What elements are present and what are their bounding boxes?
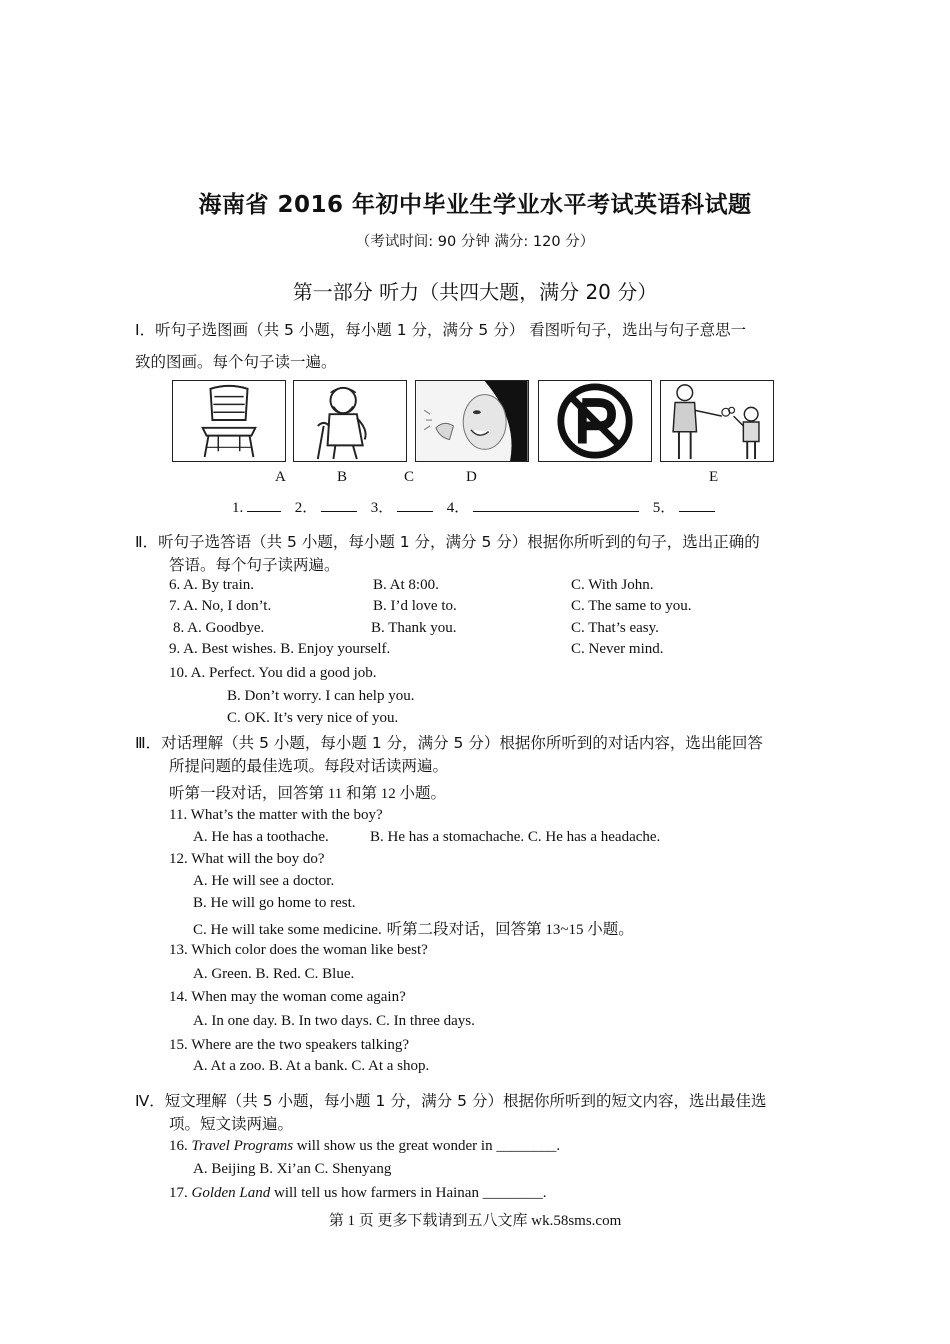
q9-options-ab: 9. A. Best wishes. B. Enjoy yourself. bbox=[169, 641, 391, 657]
chair-icon bbox=[173, 381, 285, 461]
picture-no-parking bbox=[538, 380, 652, 462]
answer-blank-3[interactable] bbox=[397, 499, 433, 512]
section4-instruction-line1: Ⅳ．短文理解（共 5 小题，每小题 1 分，满分 5 分）根据你所听到的短文内容，选出最佳选 bbox=[135, 1092, 767, 1110]
q7-option-b: B. I’d love to. bbox=[373, 598, 457, 614]
q8-option-c: C. That’s easy. bbox=[571, 620, 659, 636]
q13-question: 13. Which color does the woman like best? bbox=[169, 942, 428, 958]
q13-options: A. Green. B. Red. C. Blue. bbox=[193, 966, 355, 982]
section1-instruction-line1: Ⅰ．听句子选图画（共 5 小题，每小题 1 分，满分 5 分） 看图听句子，选出与句子意思一 bbox=[135, 321, 747, 339]
q12-question: 12. What will the boy do? bbox=[169, 851, 325, 867]
picture-label-d: D bbox=[466, 469, 477, 485]
q10-option-b: B. Don’t worry. I can help you. bbox=[227, 688, 415, 704]
answer-blank-5[interactable] bbox=[679, 499, 715, 512]
q16-question: 16. Travel Programs will show us the great wonder in ________. bbox=[169, 1138, 561, 1154]
q11-option-a: A. He has a toothache. bbox=[193, 829, 329, 845]
dialogue2-intro: 听第二段对话，回答第 bbox=[381, 920, 542, 938]
picture-label-a: A bbox=[275, 469, 286, 485]
q17-program-title: Golden Land bbox=[191, 1185, 271, 1201]
q6-option-c: C. With John. bbox=[571, 577, 654, 593]
part-heading: 第一部分 听力（共四大题，满分 20 分） bbox=[292, 280, 658, 304]
q6-option-b: B. At 8:00. bbox=[373, 577, 439, 593]
answer-blank-2[interactable] bbox=[321, 499, 357, 512]
answer-number-2: 2． bbox=[294, 500, 318, 516]
q7-option-a: 7. A. No, I don’t. bbox=[169, 598, 272, 614]
answer-number-4: 4． bbox=[446, 500, 470, 516]
section2-instruction-line2: 答语。每个句子读两遍。 bbox=[169, 556, 340, 574]
q10-option-a: 10. A. Perfect. You did a good job. bbox=[169, 665, 377, 681]
q6-option-a: 6. A. By train. bbox=[169, 577, 254, 593]
q14-question: 14. When may the woman come again? bbox=[169, 989, 406, 1005]
q15-options: A. At a zoo. B. At a bank. C. At a shop. bbox=[193, 1058, 430, 1074]
answer-number-5: 5． bbox=[652, 500, 676, 516]
page-footer: 第 1 页 更多下载请到五八文库 wk.58sms.com bbox=[328, 1213, 622, 1229]
q11-options-bc: B. He has a stomachache. C. He has a headache. bbox=[370, 829, 661, 845]
answer-number-1: 1. bbox=[232, 500, 244, 516]
q12-option-b: B. He will go home to rest. bbox=[193, 895, 356, 911]
picture-label-e: E bbox=[709, 469, 719, 485]
dialogue1-intro: 听第一段对话，回答第 11 和第 12 小题。 bbox=[169, 784, 446, 802]
woman-laughing-icon bbox=[416, 381, 528, 461]
q12-option-c: C. He will take some medicine. bbox=[193, 922, 382, 938]
q14-options: A. In one day. B. In two days. C. In three days. bbox=[193, 1013, 475, 1029]
section3-instruction-line1: Ⅲ．对话理解（共 5 小题，每小题 1 分，满分 5 分）根据你所听到的对话内容，选出能回答 bbox=[135, 734, 763, 752]
q12-option-a: A. He will see a doctor. bbox=[193, 873, 335, 889]
exam-title: 海南省 2016 年初中毕业生学业水平考试英语科试题 bbox=[198, 192, 752, 218]
picture-giving-flowers bbox=[660, 380, 774, 462]
answer-number-3: 3． bbox=[370, 500, 394, 516]
q17-question: 17. Golden Land will tell us how farmers in Hainan ________. bbox=[169, 1185, 547, 1201]
answer-blank-4[interactable] bbox=[473, 499, 639, 512]
section1-instruction-line2: 致的图画。每个句子读一遍。 bbox=[135, 353, 337, 371]
section3-instruction-line2: 所提问题的最佳选项。每段对话读两遍。 bbox=[169, 757, 449, 775]
section4-instruction-line2: 项。短文读两遍。 bbox=[169, 1115, 294, 1133]
picture-label-b: B bbox=[337, 469, 348, 485]
q16-options: A. Beijing B. Xi’an C. Shenyang bbox=[193, 1161, 392, 1177]
q8-option-a: 8. A. Goodbye. bbox=[173, 620, 265, 636]
picture-chair bbox=[172, 380, 286, 462]
picture-label-c: C bbox=[404, 469, 415, 485]
q11-question: 11. What’s the matter with the boy? bbox=[169, 807, 383, 823]
giving-flowers-icon bbox=[661, 381, 773, 461]
answer-blank-1[interactable] bbox=[247, 499, 281, 512]
exam-subtitle: （考试时间: 90 分钟 满分: 120 分） bbox=[355, 234, 595, 250]
no-parking-icon bbox=[539, 381, 651, 461]
q10-option-c: C. OK. It’s very nice of you. bbox=[227, 710, 399, 726]
picture-woman-laughing bbox=[415, 380, 529, 462]
q15-question: 15. Where are the two speakers talking? bbox=[169, 1037, 410, 1053]
q8-option-b: B. Thank you. bbox=[371, 620, 457, 636]
q16-program-title: Travel Programs bbox=[191, 1138, 294, 1154]
answer-blanks-row bbox=[232, 496, 715, 517]
old-man-icon bbox=[294, 381, 406, 461]
section2-instruction-line1: Ⅱ．听句子选答语（共 5 小题，每小题 1 分，满分 5 分）根据你所听到的句子，选出正确的 bbox=[135, 533, 760, 551]
q9-option-c: C. Never mind. bbox=[571, 641, 664, 657]
q12-option-c-line: C. He will take some medicine. 听第二段对话，回答第 13~15 小题。 bbox=[193, 920, 634, 938]
picture-old-man bbox=[293, 380, 407, 462]
q7-option-c: C. The same to you. bbox=[571, 598, 692, 614]
